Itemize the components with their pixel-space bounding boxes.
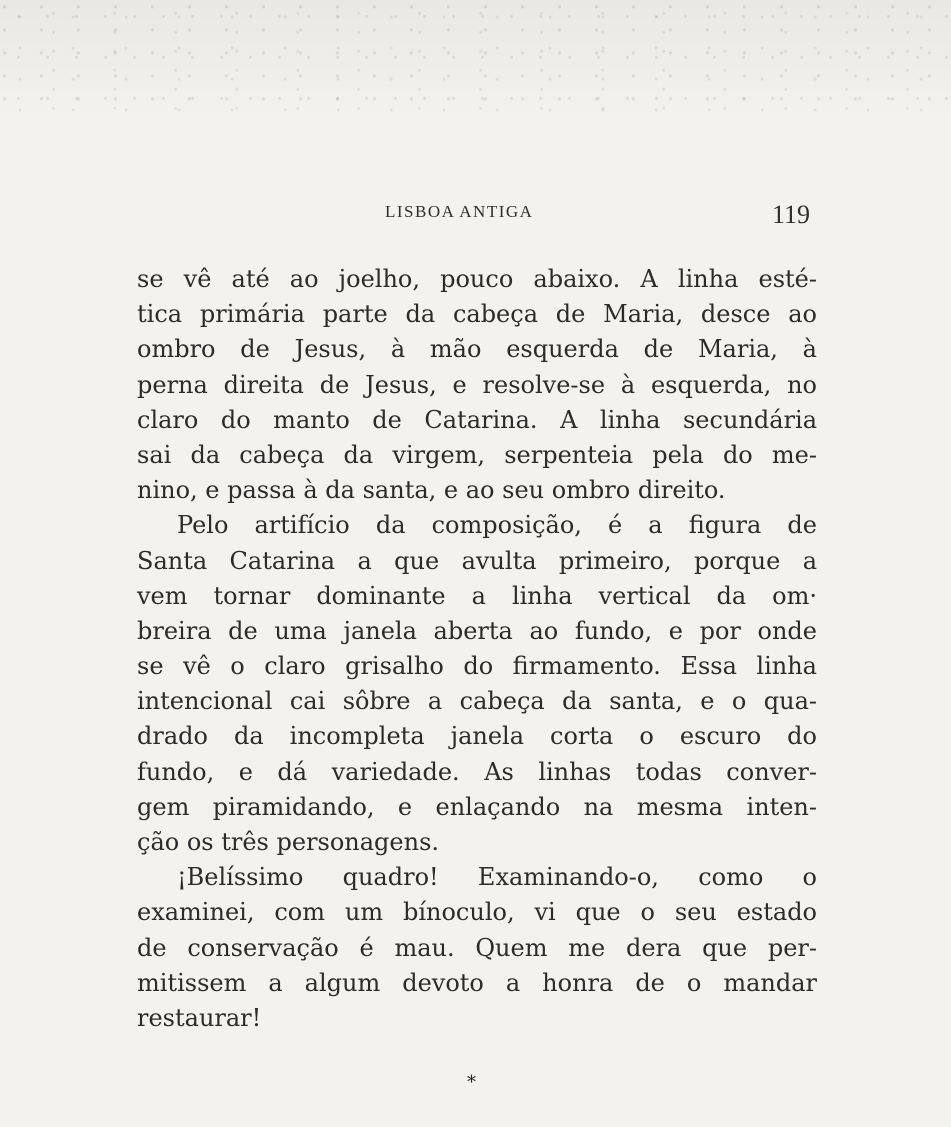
text-line: se vê o claro grisalho do firmamento. Essa linha	[137, 652, 817, 681]
text-line: tica primária parte da cabeça de Maria, desce ao	[137, 300, 817, 329]
page-number: 119	[772, 200, 811, 229]
text-line: intencional cai sôbre a cabeça da santa, e o qua-	[137, 687, 817, 716]
text-line: ¡Belíssimo quadro! Examinando-o, como o	[177, 863, 817, 892]
asterisk-ornament: *	[467, 1072, 476, 1093]
text-line: ção os três personagens.	[137, 828, 440, 856]
text-line: gem piramidando, e enlaçando na mesma inten-	[137, 792, 817, 821]
body-text	[137, 262, 817, 1036]
text-line: de conservação é mau. Quem me dera que per-	[137, 933, 817, 962]
text-line: sai da cabeça da virgem, serpenteia pela do me-	[137, 440, 817, 469]
text-line: se vê até ao joelho, pouco abaixo. A linha esté-	[137, 265, 817, 293]
running-head-title: LISBOA ANTIGA	[385, 202, 534, 221]
text-line: breira de uma janela aberta ao fundo, e por onde	[137, 616, 817, 645]
text-line: examinei, com um bínoculo, vi que o seu estado	[137, 898, 817, 927]
text-line: Pelo artifício da composição, é a figura de	[177, 511, 817, 540]
text-line: nino, e passa à da santa, e ao seu ombro direito.	[137, 476, 726, 505]
text-line: ombro de Jesus, à mão esquerda de Maria, à	[137, 335, 817, 364]
text-line: fundo, e dá variedade. As linhas todas conver-	[137, 757, 817, 786]
text-line: mitissem a algum devoto a honra de o mandar	[137, 968, 817, 997]
text-line: perna direita de Jesus, e resolve-se à esquerda, no	[137, 370, 817, 399]
text-line: claro do manto de Catarina. A linha secundária	[137, 405, 817, 434]
text-line: Santa Catarina a que avulta primeiro, porque a	[137, 546, 817, 575]
text-line: restaurar!	[137, 1003, 262, 1032]
text-line: drado da incompleta janela corta o escuro do	[137, 722, 817, 751]
text-line: vem tornar dominante a linha vertical da om·	[137, 581, 817, 610]
